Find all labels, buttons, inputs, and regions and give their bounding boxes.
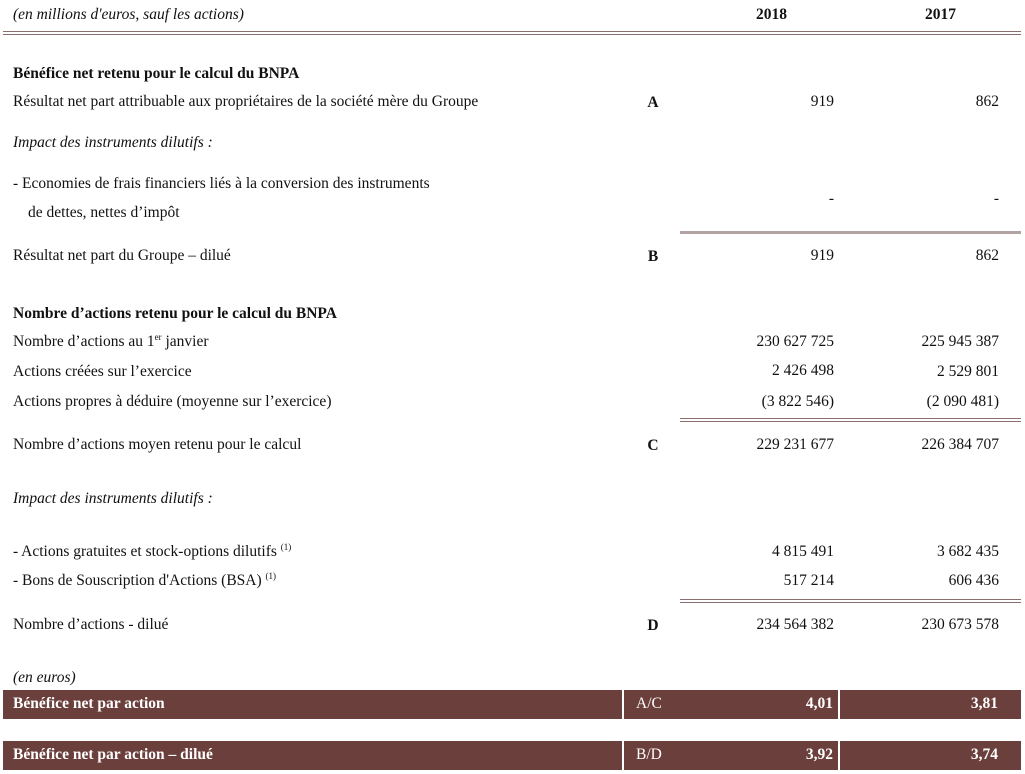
row-label-moyen: Nombre d’actions moyen retenu pour le calcul <box>13 436 302 453</box>
bnpa-dilue-value-2018: 3,92 <box>805 746 833 763</box>
value-moyen-2017: 226 384 707 <box>921 436 999 453</box>
unit-note: (en millions d'euros, sauf les actions) <box>13 6 244 23</box>
row-letter-b: B <box>647 248 659 265</box>
value-propres-2018: (3 822 546) <box>761 393 834 410</box>
value-bsa-2018: 517 214 <box>783 572 834 589</box>
value-resultat-2017: 862 <box>975 93 999 110</box>
impact-title-2: Impact des instruments dilutifs : <box>13 490 213 507</box>
value-economies-2018: - <box>828 190 834 207</box>
subtotal-divider-1 <box>680 231 1021 234</box>
bar-separator <box>838 741 840 770</box>
value-propres-2017: (2 090 481) <box>926 393 999 410</box>
bnpa-dilue-bar <box>3 741 1021 770</box>
value-janvier-2017: 225 945 387 <box>921 333 999 350</box>
row-label-economies-2: de dettes, nettes d’impôt <box>28 204 180 221</box>
impact-title-1: Impact des instruments dilutifs : <box>13 134 213 151</box>
row-label-economies-1: - Economies de frais financiers liés à la conversion des instruments <box>13 175 430 192</box>
row-label-creees: Actions créées sur l’exercice <box>13 363 192 380</box>
value-gratuites-2018: 4 815 491 <box>772 543 834 560</box>
bnpa-value-2017: 3,81 <box>970 695 998 712</box>
value-gratuites-2017: 3 682 435 <box>937 543 999 560</box>
value-creees-2017: 2 529 801 <box>937 363 999 380</box>
value-creees-2018: 2 426 498 <box>772 362 834 379</box>
row-label-bsa: - Bons de Souscription d'Actions (BSA) $^{(1)}$ <box>13 570 277 589</box>
bnpa-dilue-value-2017: 3,74 <box>970 746 998 763</box>
row-label-gratuites: - Actions gratuites et stock-options dilutifs $^{(1)}$ <box>13 541 292 560</box>
bnpa-value-2018: 4,01 <box>805 695 833 712</box>
value-economies-2017: - <box>993 190 999 207</box>
row-label-resultat: Résultat net part attribuable aux propriétaires de la société mère du Groupe <box>13 93 479 110</box>
subtotal-divider-3 <box>680 599 1021 603</box>
value-resultat-dilue-2017: 862 <box>975 247 999 264</box>
bar-separator <box>622 741 624 770</box>
section-title-benefice: Bénéfice net retenu pour le calcul du BNPA <box>13 65 300 82</box>
row-letter-c: C <box>647 437 659 454</box>
section-title-actions: Nombre d’actions retenu pour le calcul du BNPA <box>13 305 337 322</box>
row-letter-d: D <box>647 617 659 634</box>
subtotal-divider-2 <box>680 418 1021 422</box>
row-label-actions-dilue: Nombre d’actions - dilué <box>13 616 169 633</box>
column-header-2017: 2017 <box>925 6 956 23</box>
value-resultat-dilue-2018: 919 <box>810 247 834 264</box>
row-letter-a: A <box>647 94 659 111</box>
value-resultat-2018: 919 <box>810 93 834 110</box>
value-moyen-2018: 229 231 677 <box>756 436 834 453</box>
column-header-2018: 2018 <box>756 6 787 23</box>
bnpa-bar <box>3 690 1021 719</box>
bnpa-label: Bénéfice net par action <box>13 695 165 712</box>
value-bsa-2017: 606 436 <box>948 572 999 589</box>
bar-separator <box>622 690 624 719</box>
value-actions-dilue-2017: 230 673 578 <box>921 616 999 633</box>
bnpa-dilue-label: Bénéfice net par action – dilué <box>13 746 213 763</box>
bnpa-dilue-ratio: B/D <box>636 746 662 763</box>
value-janvier-2018: 230 627 725 <box>756 333 834 350</box>
bnpa-ratio: A/C <box>636 695 662 712</box>
row-label-janvier: Nombre d’actions au 1er janvier <box>13 331 209 350</box>
row-label-resultat-dilue: Résultat net part du Groupe – dilué <box>13 247 231 264</box>
header-divider <box>3 31 1021 35</box>
bar-separator <box>838 690 840 719</box>
row-label-propres: Actions propres à déduire (moyenne sur l’exercice) <box>13 393 332 410</box>
value-actions-dilue-2018: 234 564 382 <box>756 616 834 633</box>
unit-note-euros: (en euros) <box>13 669 76 686</box>
